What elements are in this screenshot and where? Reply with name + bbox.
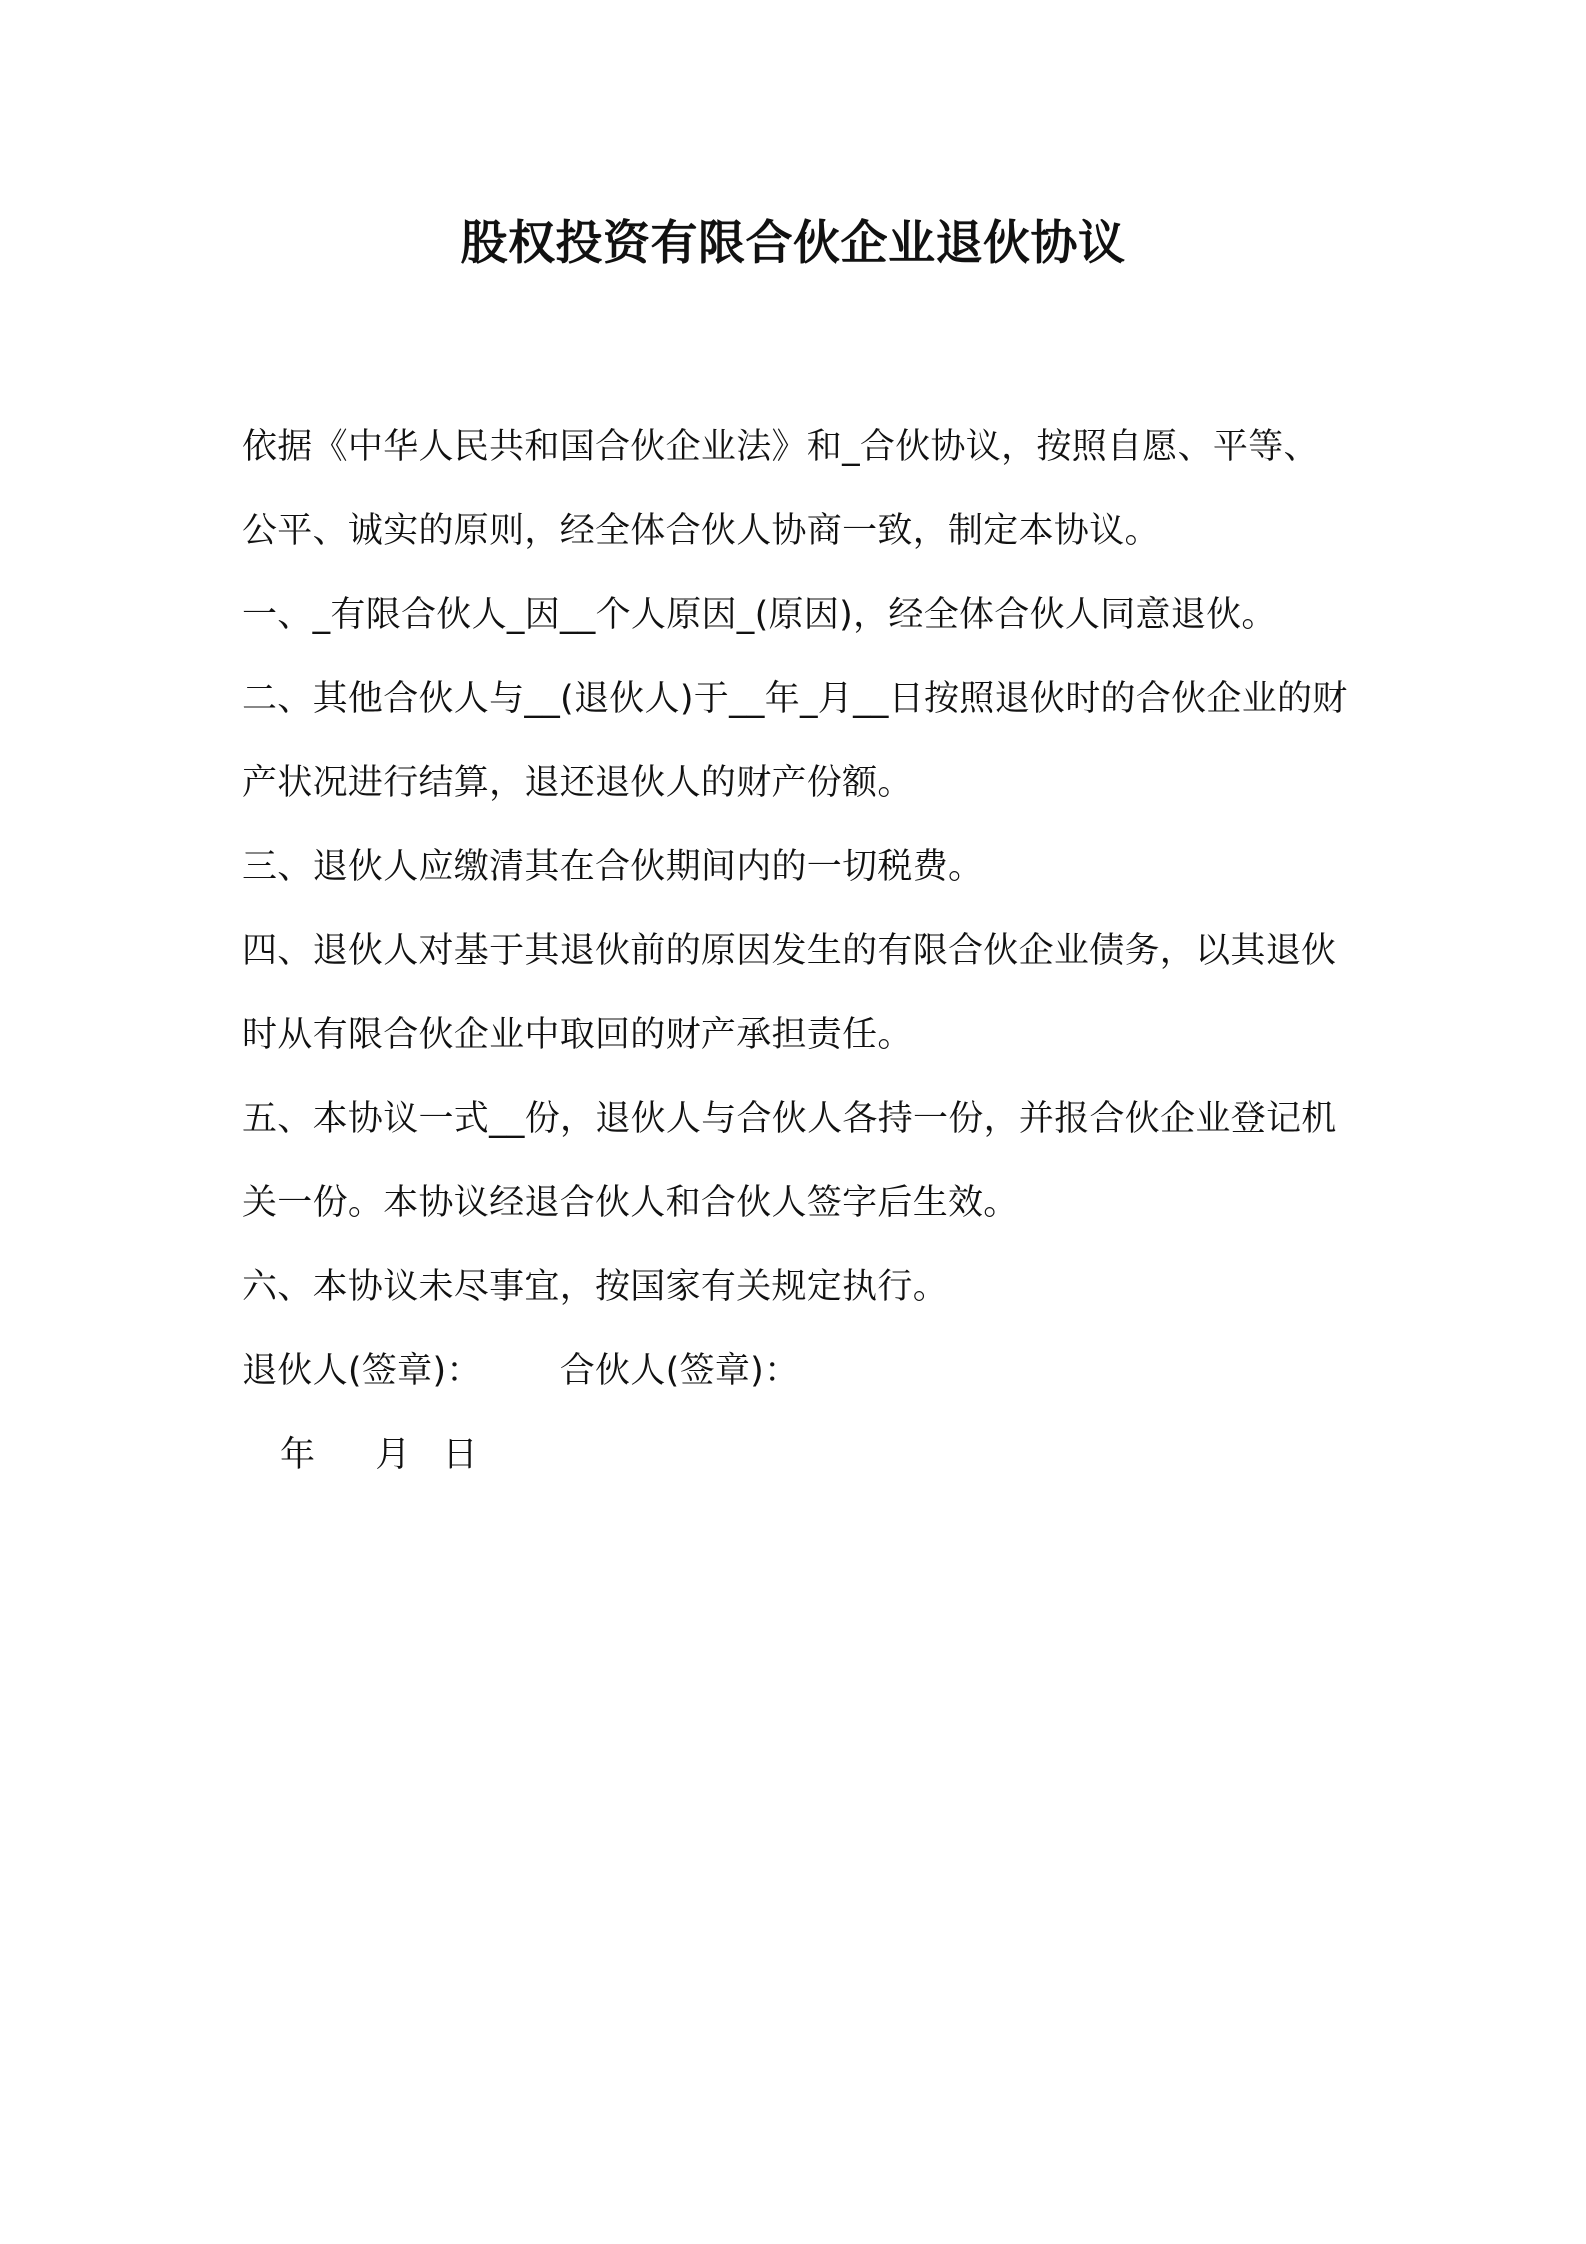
clause-3: 三、退伙人应缴清其在合伙期间内的一切税费。: [242, 847, 984, 887]
signature-line: [242, 1329, 1354, 1413]
document-title: 股权投资有限合伙企业退伙协议: [460, 216, 1126, 271]
clause-2: 二、其他合伙人与__(退伙人)于__年_月__日按照退伙时的合伙企业的财产状况进行结算，退还退伙人的财产份额。: [242, 679, 1348, 803]
withdrawing-partner-signature-label: 退伙人(签章)：: [242, 1351, 482, 1391]
date-month-label: 月: [375, 1435, 411, 1475]
partner-signature-label: 合伙人(签章)：: [559, 1351, 800, 1391]
clause-6: 六、本协议未尽事宜，按国家有关规定执行。: [242, 1267, 949, 1307]
document-body: [242, 405, 1354, 1497]
date-line: [242, 1413, 1354, 1497]
date-year-label: 年: [280, 1435, 316, 1475]
clause-5: 五、本协议一式__份，退伙人与合伙人各持一份，并报合伙企业登记机关一份。本协议经退合伙人和合伙人签字后生效。: [242, 1099, 1337, 1223]
clause-4: 四、退伙人对基于其退伙前的原因发生的有限合伙企业债务，以其退伙时从有限合伙企业中取回的财产承担责任。: [242, 931, 1337, 1055]
clause-1: 一、_有限合伙人_因__个人原因_(原因)，经全体合伙人同意退伙。: [242, 595, 1277, 635]
preamble-paragraph: 依据《中华人民共和国合伙企业法》和_合伙协议，按照自愿、平等、公平、诚实的原则，经全体合伙人协商一致，制定本协议。: [242, 427, 1319, 551]
date-day-label: 日: [442, 1435, 478, 1475]
